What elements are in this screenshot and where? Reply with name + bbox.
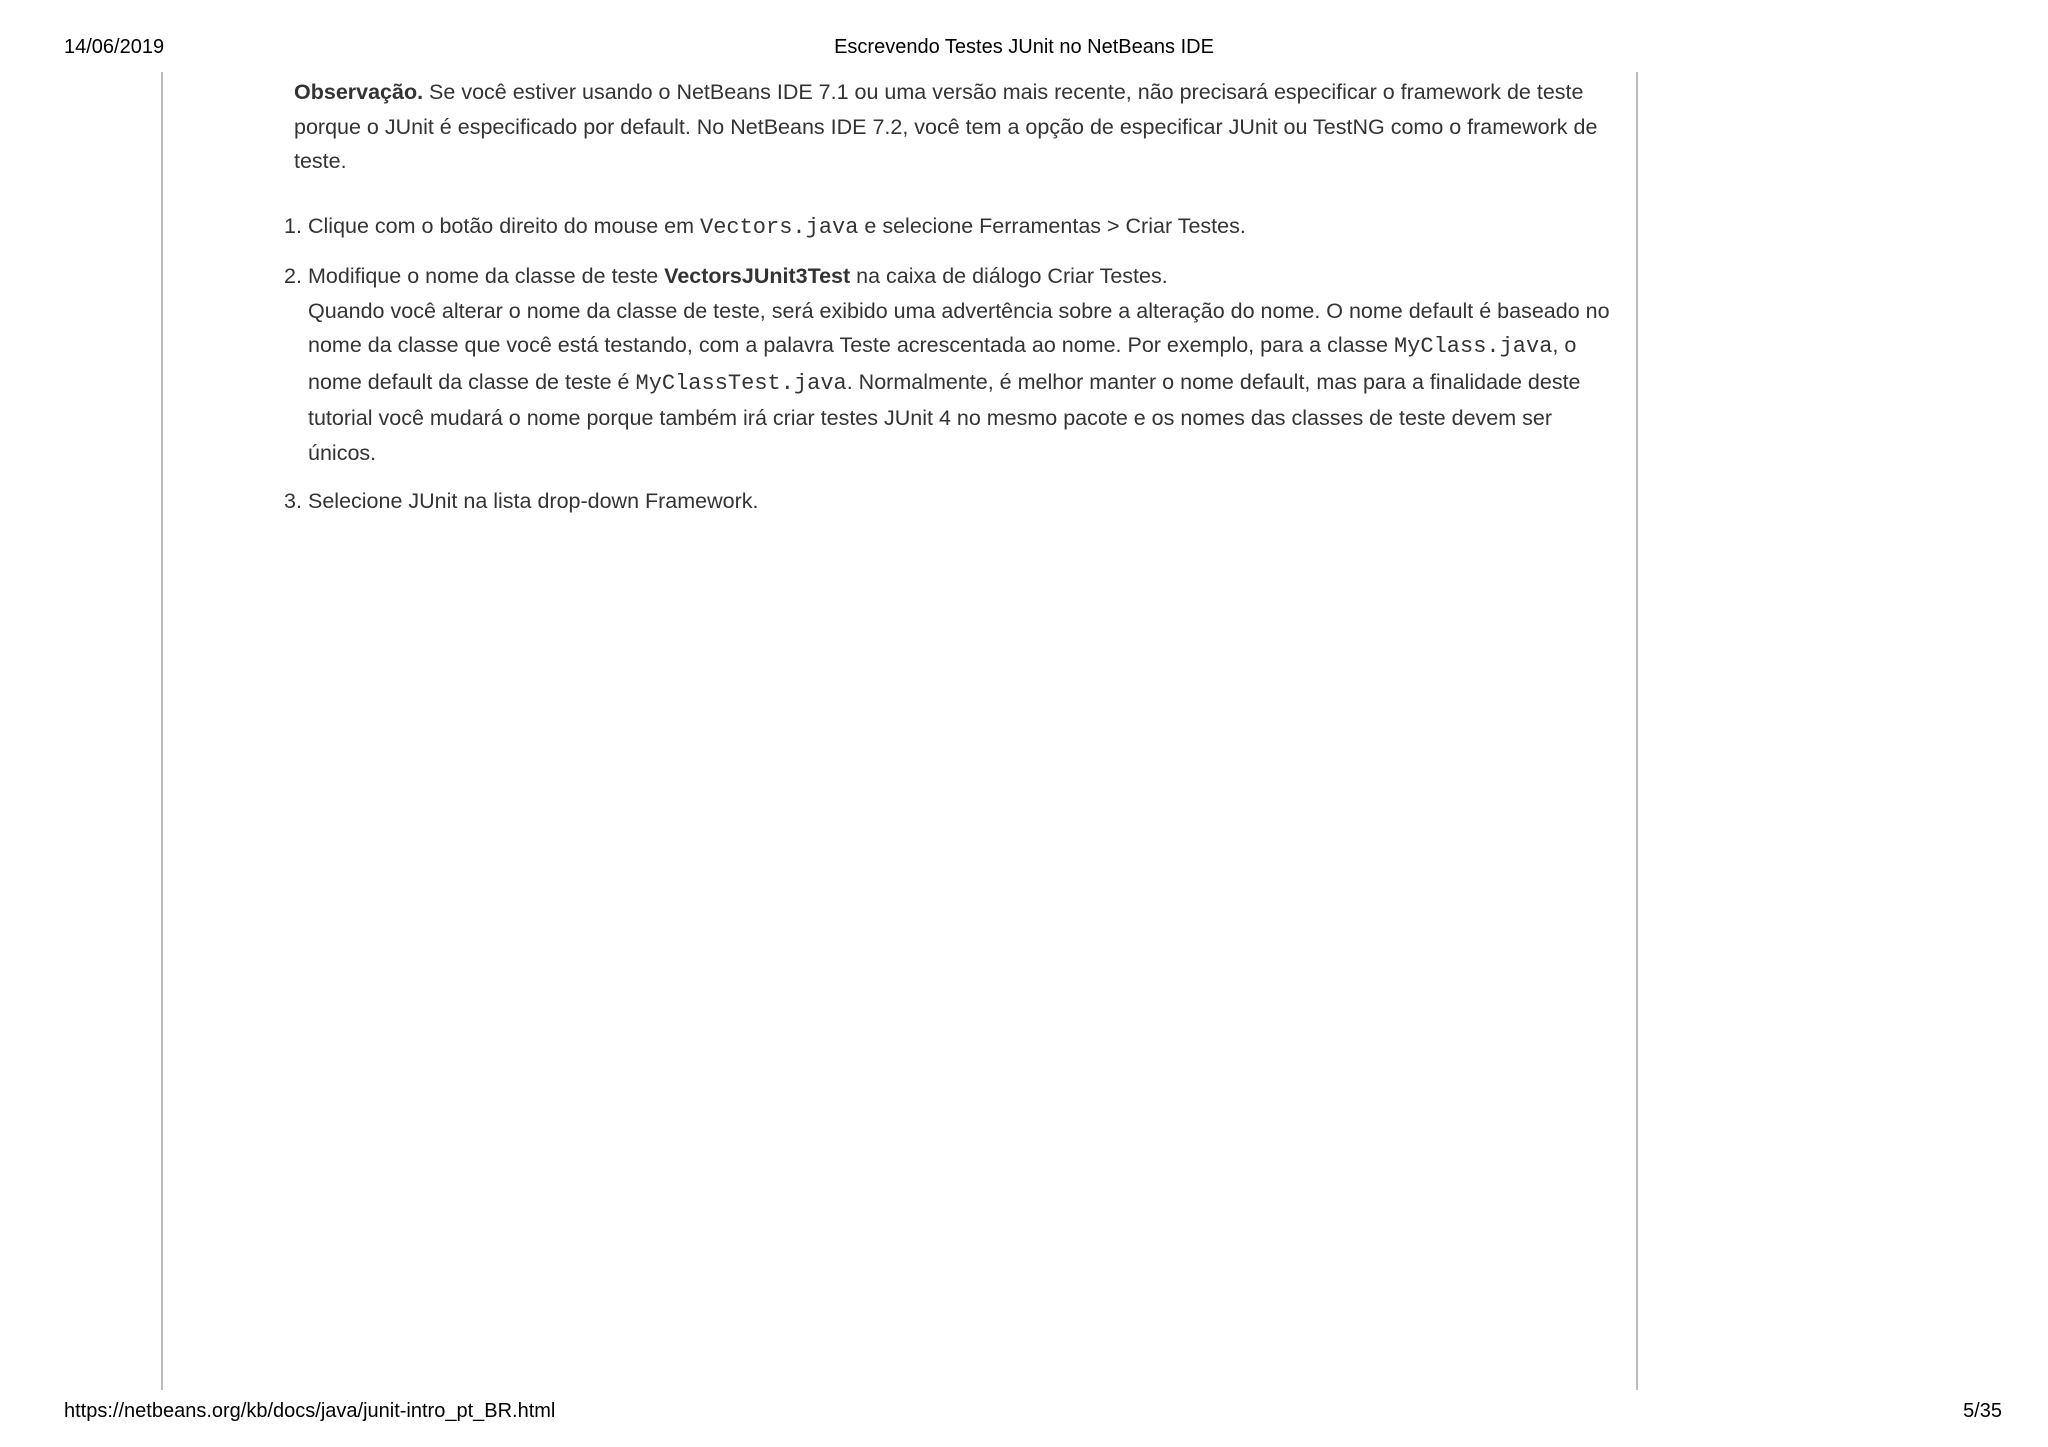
- step-text: Selecione JUnit na lista drop-down Framework.: [308, 489, 759, 513]
- code-filename: MyClassTest.java: [635, 370, 847, 396]
- class-name-bold: VectorsJUnit3Test: [664, 264, 851, 288]
- step-text: Clique com o botão direito do mouse em: [308, 213, 700, 238]
- step-number: 1.: [284, 213, 302, 238]
- step-number: 2.: [284, 264, 302, 288]
- note-label: Observação.: [294, 80, 424, 104]
- step-detail: . Normalmente, é melhor manter o nome default, mas para a finalidade deste tutorial você mudará o nome porque também irá criar testes JUnit 4 no mesmo pacote e os nomes das classes de teste devem ser únicos.: [308, 369, 1581, 465]
- step-text: e selecione Ferramentas > Criar Testes.: [858, 213, 1246, 238]
- article-content: [284, 75, 1619, 533]
- list-item: [284, 259, 1619, 470]
- page-number: 5/35: [1963, 1400, 2002, 1422]
- steps-list: [284, 209, 1619, 519]
- note-paragraph: [294, 75, 1619, 179]
- code-filename: Vectors.java: [700, 214, 859, 240]
- print-date: 14/06/2019: [64, 36, 165, 58]
- code-filename: MyClass.java: [1393, 334, 1553, 359]
- note-block: [294, 75, 1619, 179]
- step-number: 3.: [284, 489, 302, 513]
- note-text: Se você estiver usando o NetBeans IDE 7.1 ou uma versão mais recente, não precisará especificar o framework de teste porque o JUnit é especificado por default. No NetBeans IDE 7.2, você tem a opção de especificar JUnit ou TestNG como o framework de teste.: [294, 80, 1598, 173]
- step-text: Modifique o nome da classe de teste: [308, 264, 665, 288]
- step-text: na caixa de diálogo Criar Testes.: [850, 264, 1168, 288]
- step-detail: , o nome default da classe de teste é: [308, 333, 1577, 394]
- left-border-rule: [161, 72, 163, 1390]
- print-page-title: Escrevendo Testes JUnit no NetBeans IDE: [834, 36, 1214, 58]
- step-detail: Quando você alterar o nome da classe de teste, será exibido uma advertência sobre a alteração do nome. O nome default é baseado no nome da classe que você está testando, com a palavra Teste acrescentada ao nome. Por exemplo, para a classe: [308, 298, 1610, 357]
- right-border-rule: [1636, 72, 1638, 1390]
- list-item: [284, 484, 1619, 519]
- list-item: [284, 209, 1619, 246]
- print-url: https://netbeans.org/kb/docs/java/junit-intro_pt_BR.html: [64, 1400, 556, 1422]
